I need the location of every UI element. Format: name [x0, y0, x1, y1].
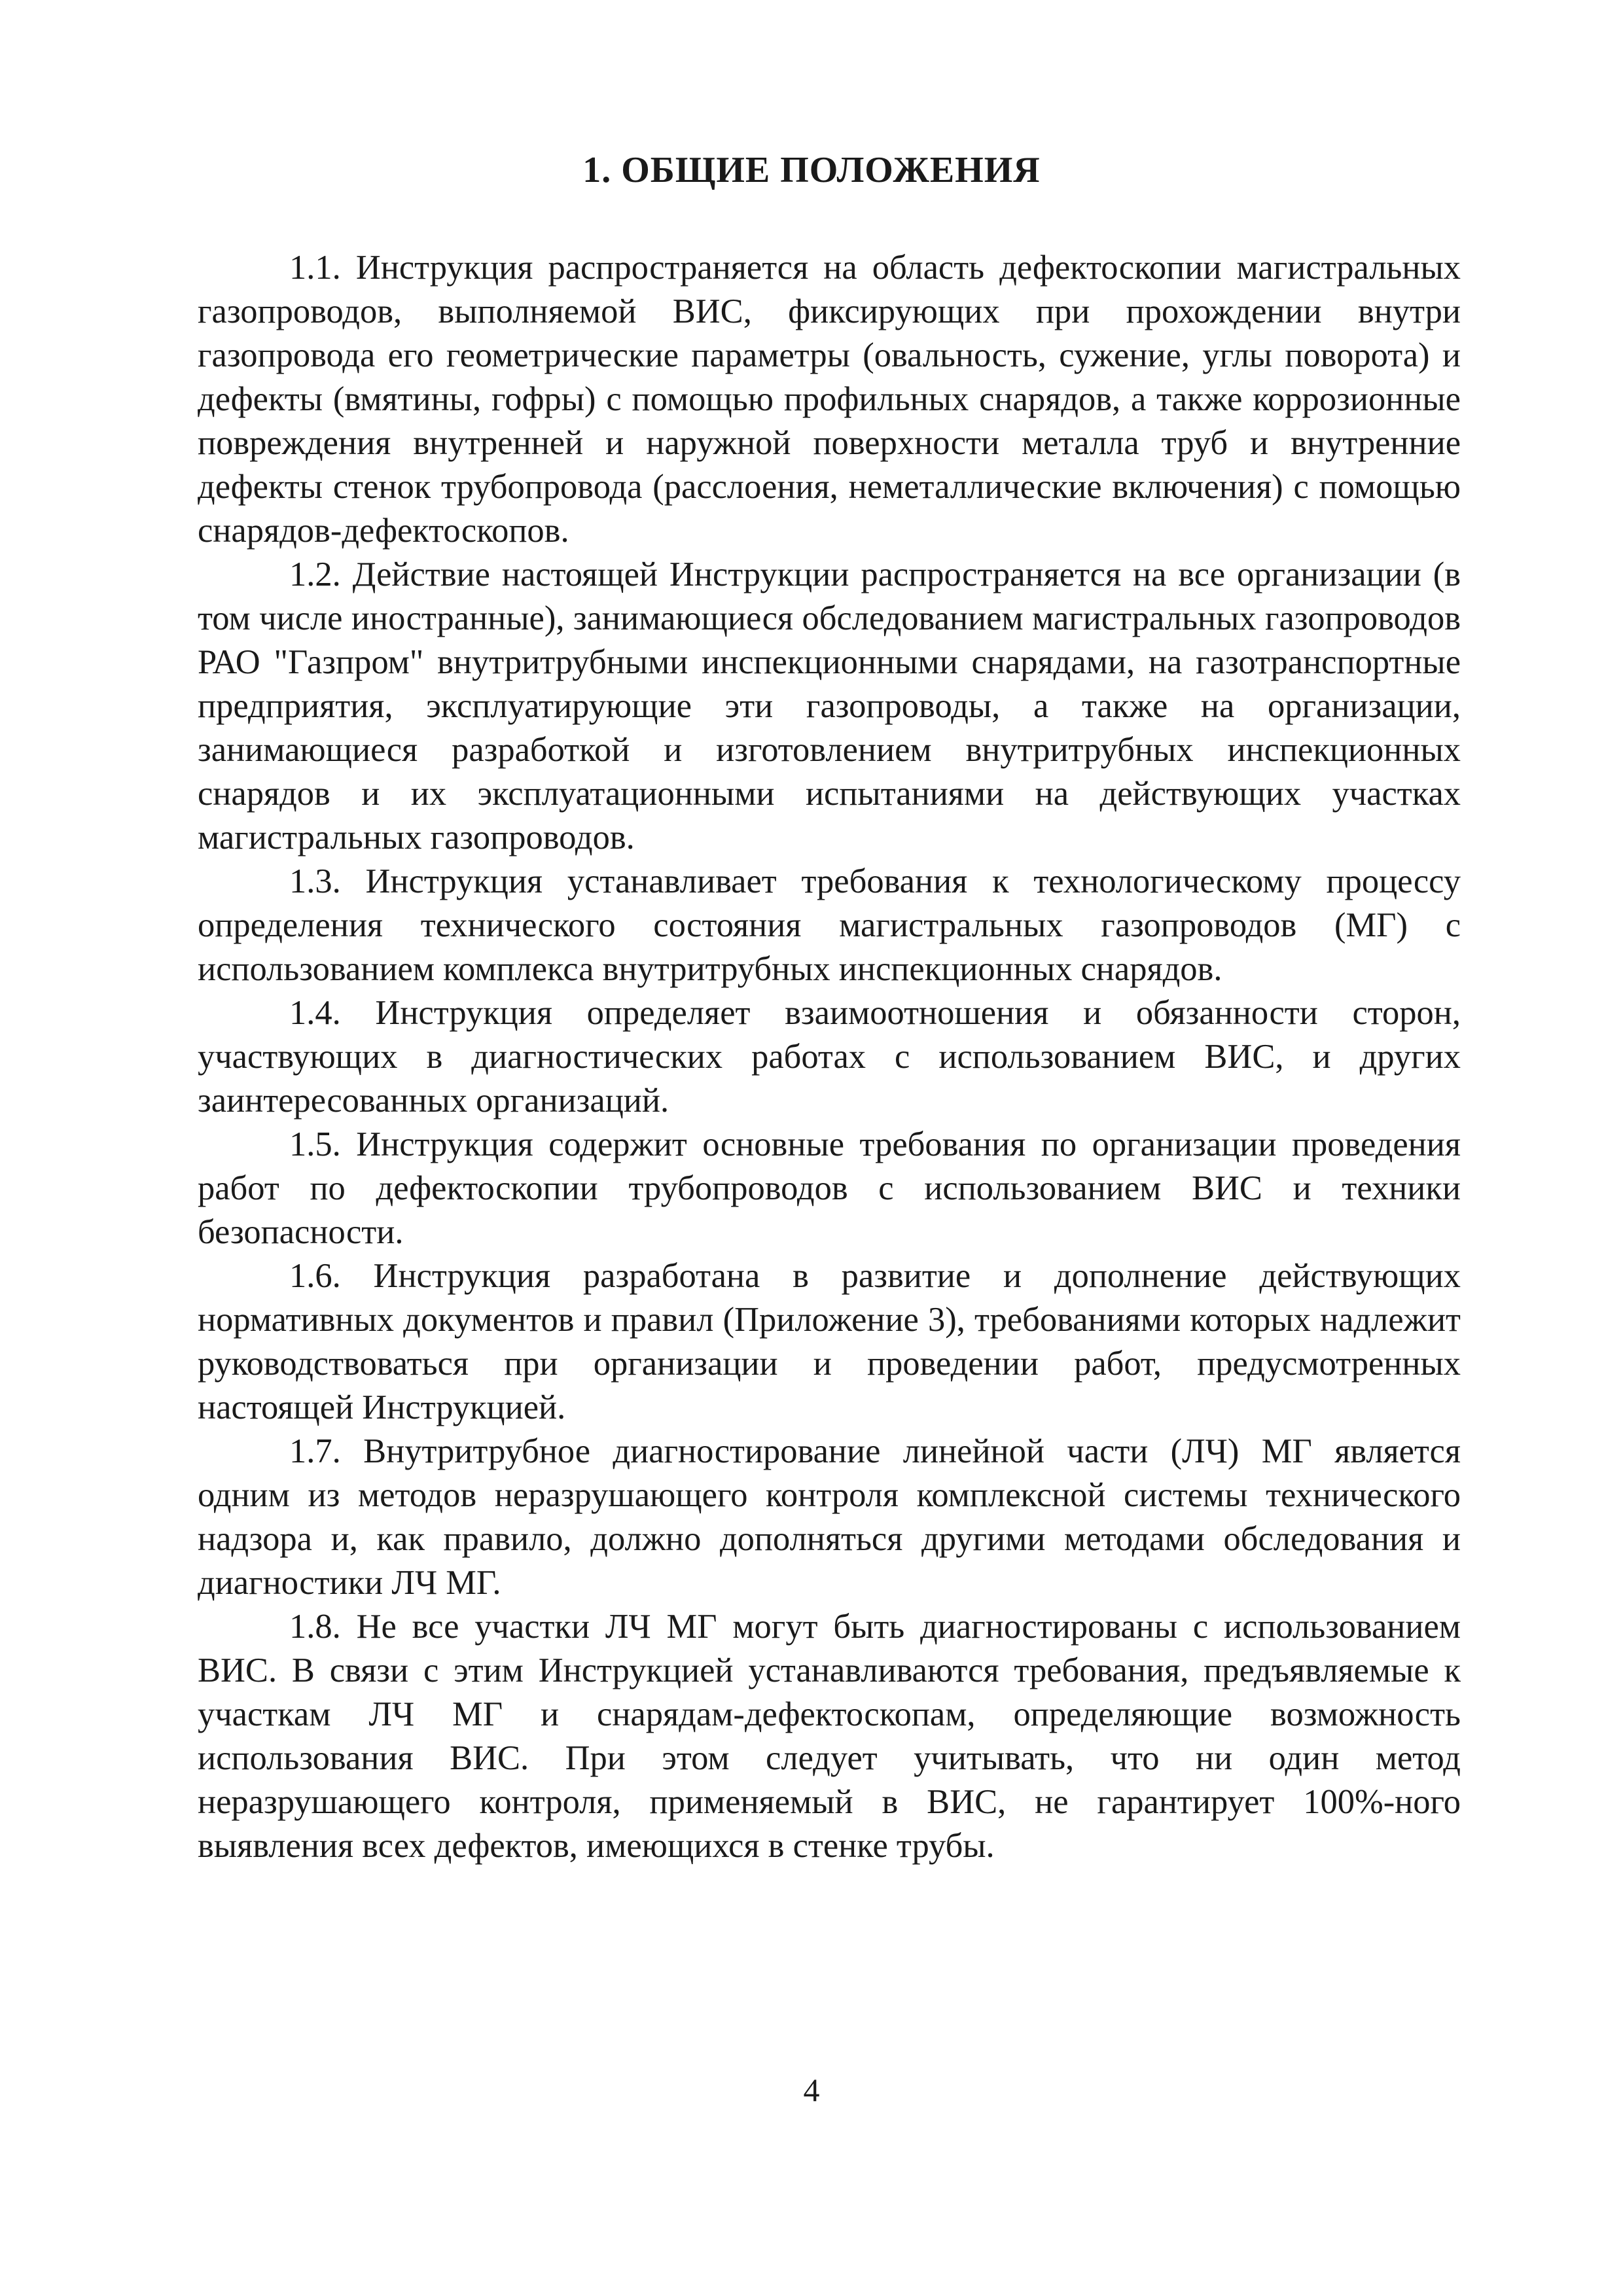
paragraph-1-1: 1.1. Инструкция распространяется на область дефектоскопии магистральных газопроводов, выполняемой ВИС, фиксирующих при прохождении внутри газопровода его геометрические параметры (овальность, сужение, углы поворота) и дефекты (вмятины, гофры) с помощью профильных снарядов, а также коррозионные повреждения внутренней и наружной поверхности металла труб и внутренние дефекты стенок трубопровода (расслоения, неметаллические включения) с помощью снарядов-дефектоскопов.	[198, 249, 1461, 550]
section-title: 1. ОБЩИЕ ПОЛОЖЕНИЯ	[582, 150, 1041, 190]
paragraph-1-5: 1.5. Инструкция содержит основные требования по организации проведения работ по дефектоскопии трубопроводов с использованием ВИС и техники безопасности.	[198, 1125, 1461, 1251]
section-body	[198, 246, 1461, 1868]
paragraph-1-3: 1.3. Инструкция устанавливает требования к технологическому процессу определения технического состояния магистральных газопроводов (МГ) с использованием комплекса внутритрубных инспекционных снарядов.	[198, 862, 1461, 988]
paragraph-1-8: 1.8. Не все участки ЛЧ МГ могут быть диагностированы с использованием ВИС. В связи с этим Инструкцией устанавливаются требования, предъявляемые к участкам ЛЧ МГ и снарядам-дефектоскопам, определяющие возможность использования ВИС. При этом следует учитывать, что ни один метод неразрушающего контроля, применяемый в ВИС, не гарантирует 100%-ного выявления всех дефектов, имеющихся в стенке трубы.	[198, 1608, 1461, 1865]
paragraph-1-2: 1.2. Действие настоящей Инструкции распространяется на все организации (в том числе иностранные), занимающиеся обследованием магистральных газопроводов РАО "Газпром" внутритрубными инспекционными снарядами, на газотранспортные предприятия, эксплуатирующие эти газопроводы, а также на организации, занимающиеся разработкой и изготовлением внутритрубных инспекционных снарядов и их эксплуатационными испытаниями на действующих участках магистральных газопроводов.	[198, 556, 1461, 857]
paragraph-1-7: 1.7. Внутритрубное диагностирование линейной части (ЛЧ) МГ является одним из методов неразрушающего контроля комплексной системы технического надзора и, как правило, должно дополняться другими методами обследования и диагностики ЛЧ МГ.	[198, 1432, 1461, 1602]
paragraph-1-4: 1.4. Инструкция определяет взаимоотношения и обязанности сторон, участвующих в диагностических работах с использованием ВИС, и других заинтересованных организаций.	[198, 994, 1461, 1120]
page-number: 4	[803, 2072, 820, 2108]
paragraph-1-6: 1.6. Инструкция разработана в развитие и дополнение действующих нормативных документов и правил (Приложение 3), требованиями которых надлежит руководствоваться при организации и проведении работ, предусмотренных настоящей Инструкцией.	[198, 1257, 1461, 1426]
